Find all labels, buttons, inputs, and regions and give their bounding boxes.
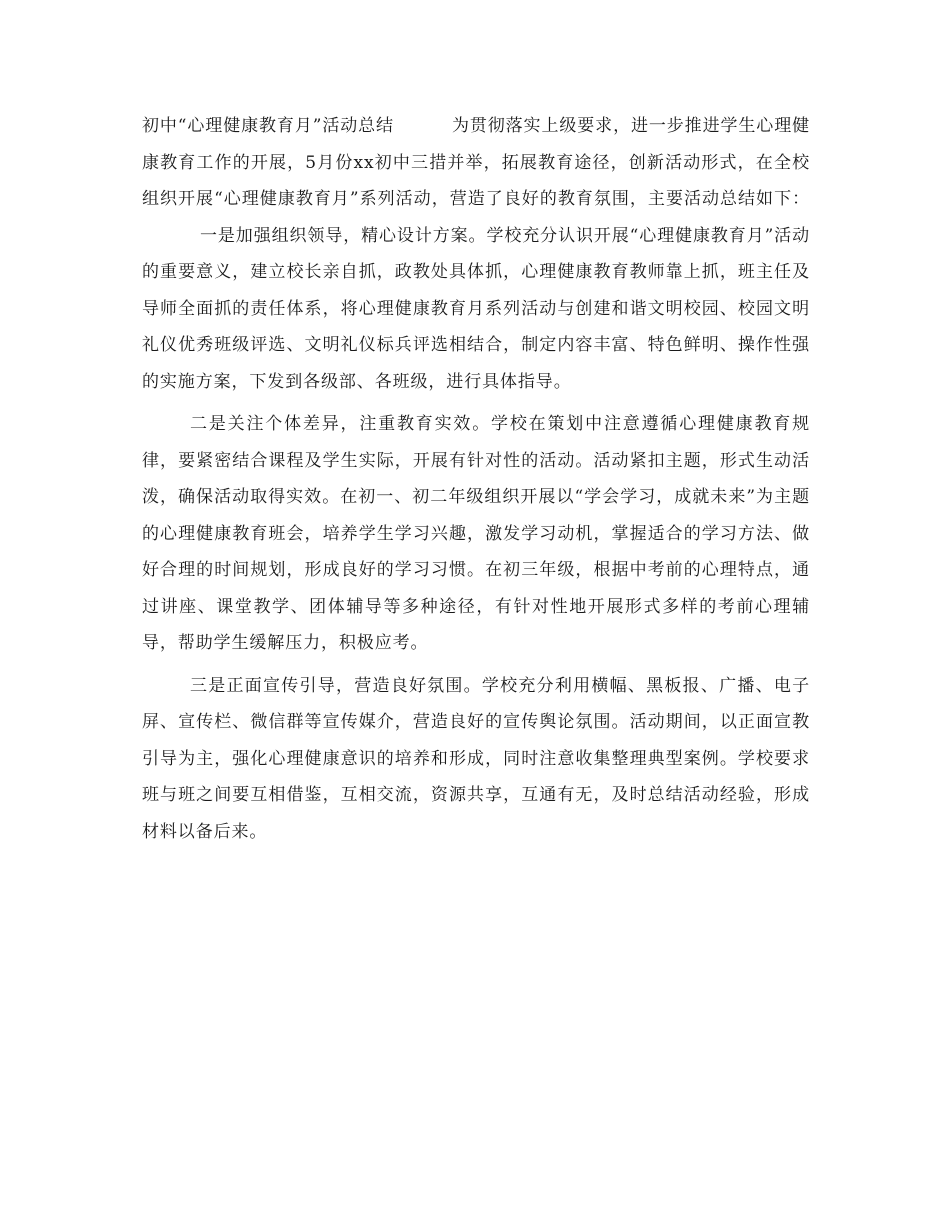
- paragraph-point-2: 二是关注个体差异，注重教育实效。学校在策划中注意遵循心理健康教育规律，要紧密结合课程及学生实际，开展有针对性的活动。活动紧扣主题，形式生动活泼，确保活动取得实效。在初一、初二年级组织开展以“学会学习，成就未来”为主题的心理健康教育班会，培养学生学习兴趣，激发学习动机，掌握适合的学习方法、做好合理的时间规划，形成良好的学习习惯。在初三年级，根据中考前的心理特点，通过讲座、课堂教学、团体辅导等多种途径，有针对性地开展形式多样的考前心理辅导，帮助学生缓解压力，积极应考。: [142, 414, 810, 653]
- paragraph-intro: [142, 108, 810, 400]
- intro-text: 为贯彻落实上级要求，进一步推进学生心理健康教育工作的开展，5月份xx初中三措并举，拓展教育途径，创新活动形式，在全校组织开展“心理健康教育月”系列活动，营造了良好的教育氛围，主要活动总结如下：: [142, 116, 810, 209]
- document-title: 初中“心理健康教育月”活动总结: [142, 116, 394, 136]
- paragraph-point-3: 三是正面宣传引导，营造良好氛围。学校充分利用横幅、黑板报、广播、电子屏、宣传栏、微信群等宣传媒介，营造良好的宣传舆论氛围。活动期间，以正面宣教引导为主，强化心理健康意识的培养和形成，同时注意收集整理典型案例。学校要求班与班之间要互相借鉴，互相交流，资源共享，互通有无，及时总结活动经验，形成材料以备后来。: [142, 675, 810, 842]
- document-body: [142, 108, 810, 850]
- point-1-text: 一是加强组织领导，精心设计方案。学校充分认识开展“心理健康教育月”活动的重要意义，建立校长亲自抓，政教处具体抓，心理健康教育教师靠上抓，班主任及导师全面抓的责任体系，将心理健康教育月系列活动与创建和谐文明校园、校园文明礼仪优秀班级评选、文明礼仪标兵评选相结合，制定内容丰富、特色鲜明、操作性强的实施方案，下发到各级部、各班级，进行具体指导。: [142, 225, 810, 392]
